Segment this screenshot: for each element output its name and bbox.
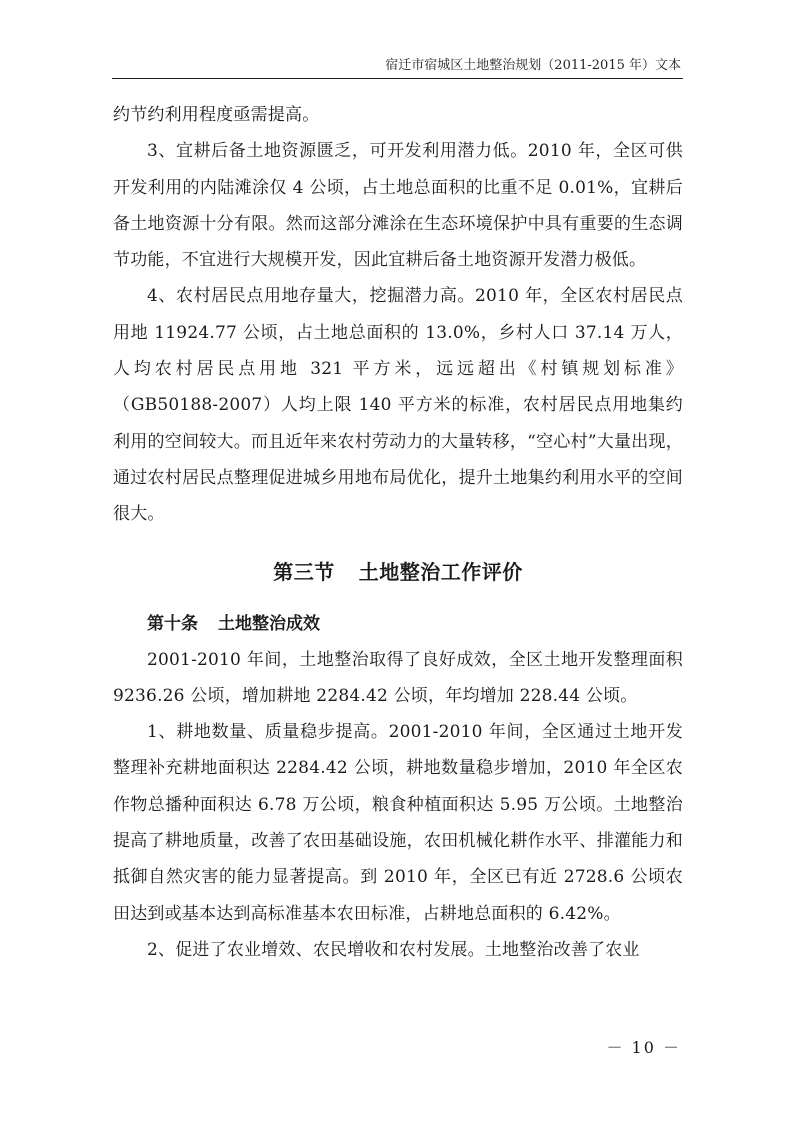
section-number: 第三节: [273, 559, 335, 584]
document-body: [113, 97, 683, 968]
paragraph-farmland-quality: 1、耕地数量、质量稳步提高。2001-2010 年间，全区通过土地开发整理补充耕地面积达 2284.42 公顷，耕地数量稳步增加，2010 年全区农作物总播种面积达 6.78 万公顷，粮食种植面积达 5.95 万公顷。土地整治提高了耕地质量，改善了农田基础设施，农田机械化耕作水平、排灌能力和抵御自然灾害的能力显著提高。到 2010 年，全区已有近 2728.6 公顷农田达到或基本达到高标准基本农田标准，占耕地总面积的 6.42%。: [113, 722, 683, 924]
paragraph-reserve-land: 3、宜耕后备土地资源匮乏，可开发利用潜力低。2010 年，全区可供开发利用的内陆滩涂仅 4 公顷，占土地总面积的比重不足 0.01%，宜耕后备土地资源十分有限。然而这部分滩涂在生态环境保护中具有重要的生态调节功能，不宜进行大规模开发，因此宜耕后备土地资源开发潜力极低。: [113, 141, 683, 271]
article-title: 土地整治成效: [218, 613, 320, 634]
header-title: 宿迁市宿城区土地整治规划（2011-2015 年）文本: [385, 58, 681, 73]
paragraph-summary: 2001-2010 年间，土地整治取得了良好成效，全区土地开发整理面积 9236.26 公顷，增加耕地 2284.42 公顷，年均增加 228.44 公顷。: [113, 649, 683, 706]
article-heading: [113, 606, 683, 642]
page-header: [112, 58, 683, 79]
page-number: － 10 －: [606, 1038, 681, 1057]
section-heading: [113, 556, 683, 588]
paragraph-agriculture: 2、促进了农业增效、农民增收和农村发展。土地整治改善了农业: [147, 939, 640, 960]
paragraph-continuation: 约节约利用程度亟需提高。: [113, 105, 320, 125]
paragraph-rural-settlement: 4、农村居民点用地存量大，挖掘潜力高。2010 年，全区农村居民点用地 11924.77 公顷，占土地总面积的 13.0%，乡村人口 37.14 万人，人均农村居民点用地 321 平方米，远远超出《村镇规划标准》（GB50188-2007）人均上限 140 平方米的标准，农村居民点用地集约利用的空间较大。而且近年来农村劳动力的大量转移，“空心村”大量出现，通过农村居民点整理促进城乡用地布局优化，提升土地集约利用水平的空间很大。: [113, 286, 683, 525]
section-title: 土地整治工作评价: [358, 559, 523, 584]
article-number: 第十条: [147, 613, 198, 634]
